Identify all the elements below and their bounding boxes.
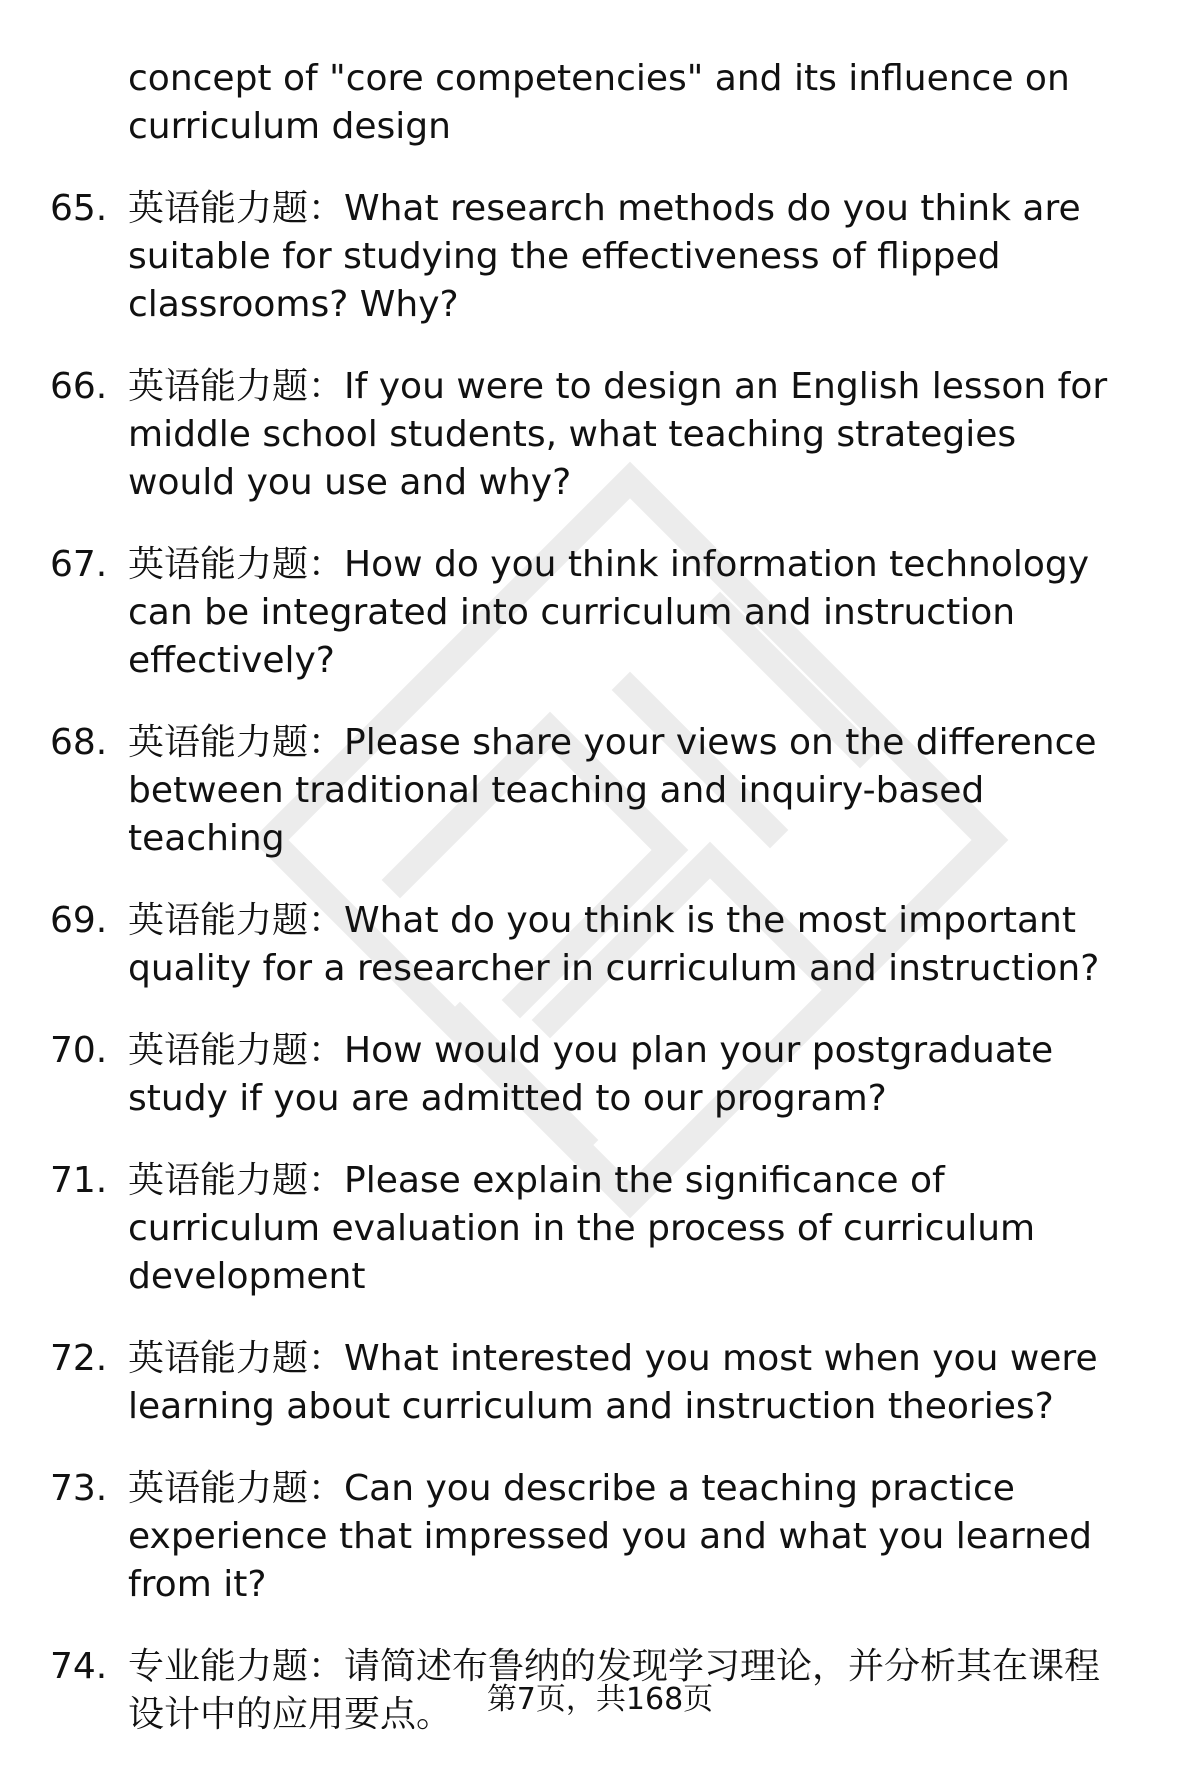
question-number: 66.: [50, 366, 108, 407]
question-text: 英语能力题：If you were to design an English lesson for middle school students, what teaching strategies would you use and why?: [128, 366, 1108, 503]
question-number: 67.: [50, 544, 108, 585]
question-number: 72.: [50, 1338, 108, 1379]
question-item: [50, 1465, 1150, 1609]
question-number: 70.: [50, 1030, 108, 1071]
question-number: 73.: [50, 1468, 108, 1509]
question-number: 69.: [50, 900, 108, 941]
question-number: 65.: [50, 188, 108, 229]
question-text: 英语能力题：How do you think information technology can be integrated into curriculum and instruction effectively?: [128, 544, 1090, 681]
question-item: [50, 719, 1150, 863]
question-item: [50, 1335, 1150, 1431]
question-number: 68.: [50, 722, 108, 763]
document-body: [50, 55, 1150, 1773]
question-text: 英语能力题：What research methods do you think are suitable for studying the effectiveness of flipped classrooms? Why?: [128, 188, 1081, 325]
question-number: 71.: [50, 1160, 108, 1201]
question-item: [50, 1157, 1150, 1301]
question-list: [50, 185, 1150, 1739]
question-item: [50, 897, 1150, 993]
continued-question-text: concept of "core competencies" and its influence on curriculum design: [128, 58, 1070, 147]
page-footer: 第7页，共168页: [486, 1682, 714, 1717]
question-number: 74.: [50, 1646, 108, 1687]
question-item: [50, 1027, 1150, 1123]
question-text: 英语能力题：What interested you most when you were learning about curriculum and instruction theories?: [128, 1338, 1098, 1427]
question-item: [50, 363, 1150, 507]
question-text: 英语能力题：How would you plan your postgraduate study if you are admitted to our program?: [128, 1030, 1054, 1119]
question-text: 专业能力题：请简述布鲁纳的发现学习理论，并分析其在课程设计中的应用要点。: [128, 1646, 1101, 1735]
question-text: 英语能力题：Can you describe a teaching practice experience that impressed you and what you learned from it?: [128, 1468, 1092, 1605]
question-item: [50, 541, 1150, 685]
question-text: 英语能力题：Please share your views on the difference between traditional teaching and inquiry-based teaching: [128, 722, 1097, 859]
question-text: 英语能力题：Please explain the significance of curriculum evaluation in the process of curriculum development: [128, 1160, 1036, 1297]
question-text: 英语能力题：What do you think is the most important quality for a researcher in curriculum and instruction?: [128, 900, 1100, 989]
question-item: [50, 185, 1150, 329]
